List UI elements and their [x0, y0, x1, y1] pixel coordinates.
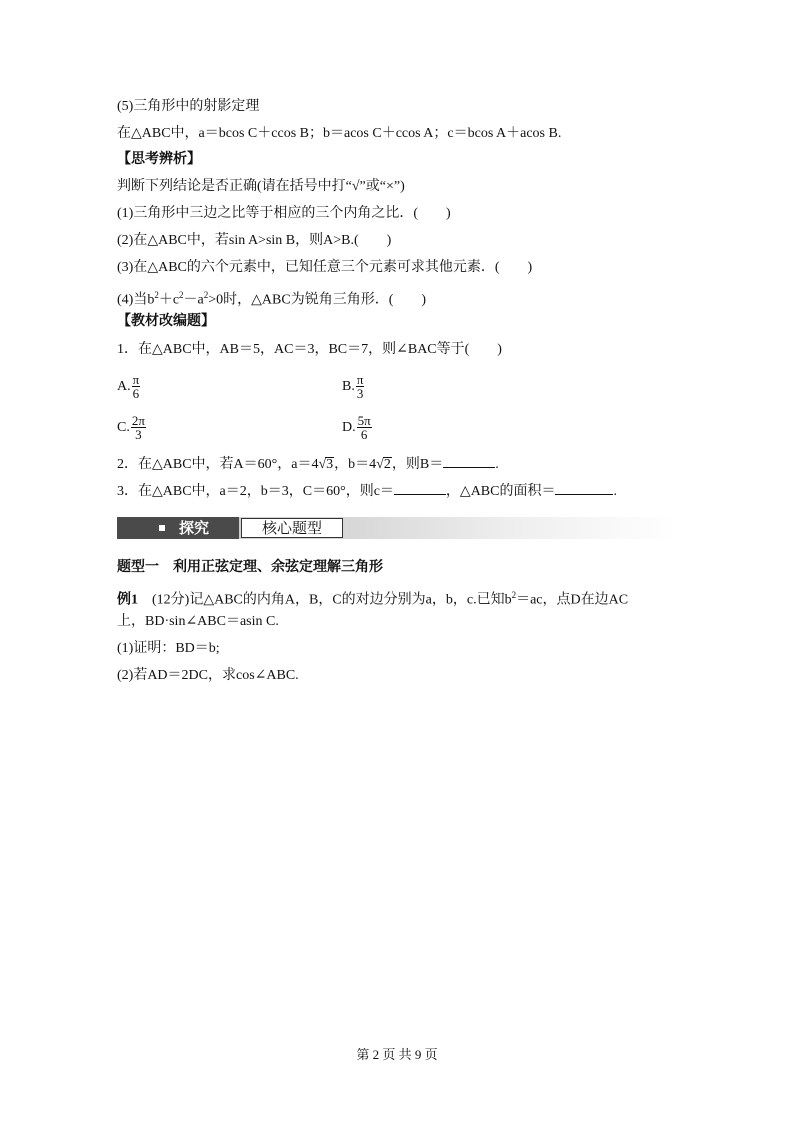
thinking-item-4: (4)当$b^2+c^2-a^2>0$时，△ABC为锐角三角形．( ) — [117, 290, 427, 308]
projection-formula: 在△ABC中，a＝bcos C＋ccos B；b＝acos C＋ccos A；c＝bcos A＋acos B. — [117, 126, 562, 141]
answer-blank[interactable] — [443, 455, 495, 468]
section-banner — [117, 517, 677, 539]
thinking-item-3: (3)在△ABC的六个元素中，已知任意三个元素可求其他元素．( ) — [117, 260, 533, 275]
textbook-question-3: 3．在△ABC中，a＝2，b＝3，C＝60°，则c＝ ，△ABC的面积＝ . — [117, 484, 617, 499]
projection-title: (5)三角形中的射影定理 — [117, 99, 260, 114]
answer-blank[interactable] — [555, 482, 613, 495]
option-c: C. $\frac{2\pi}{3}$ — [117, 413, 145, 443]
banner-tag-core: 核心题型 — [241, 518, 343, 538]
option-d: D. $\frac{5\pi}{6}$ — [342, 413, 371, 443]
square-bullet-icon — [159, 525, 165, 531]
example-part-2: (2)若AD＝2DC，求cos∠ABC. — [117, 668, 299, 683]
thinking-header: 【思考辨析】 — [117, 152, 201, 167]
thinking-instruction: 判断下列结论是否正确(请在括号中打“√”或“×”) — [117, 179, 405, 194]
option-a: A. $\frac{\pi}{6}$ — [117, 372, 140, 402]
thinking-item-1: (1)三角形中三边之比等于相应的三个内角之比．( ) — [117, 206, 451, 221]
thinking-item-2: (2)在△ABC中，若sin A>sin B，则A>B.( ) — [117, 233, 392, 248]
banner-tag-explore: 探究 — [179, 519, 210, 537]
example-part-1: (1)证明：BD＝b; — [117, 641, 220, 656]
banner-dark-block — [117, 517, 239, 539]
answer-blank[interactable] — [394, 482, 446, 495]
textbook-question-1: 1．在△ABC中，AB＝5，AC＝3，BC＝7，则∠BAC等于( ) — [117, 342, 502, 357]
textbook-question-2: 2．在△ABC中，若A＝60°，a＝4√3，b＝4√2，则B＝ . — [117, 457, 499, 472]
option-b: B. $\frac{\pi}{3}$ — [342, 372, 364, 402]
example-line-2: 上，BD·sin∠ABC＝asin C. — [117, 614, 279, 629]
type1-title: 题型一 利用正弦定理、余弦定理解三角形 — [117, 560, 383, 575]
page-footer: 第 2 页 共 9 页 — [356, 1047, 438, 1062]
example-line-1: 例1 (12分)记△ABC的内角A，B，C的对边分别为a，b，c.已知$b^2=ac$，点D在边AC — [117, 590, 629, 608]
textbook-header: 【教材改编题】 — [117, 314, 215, 329]
